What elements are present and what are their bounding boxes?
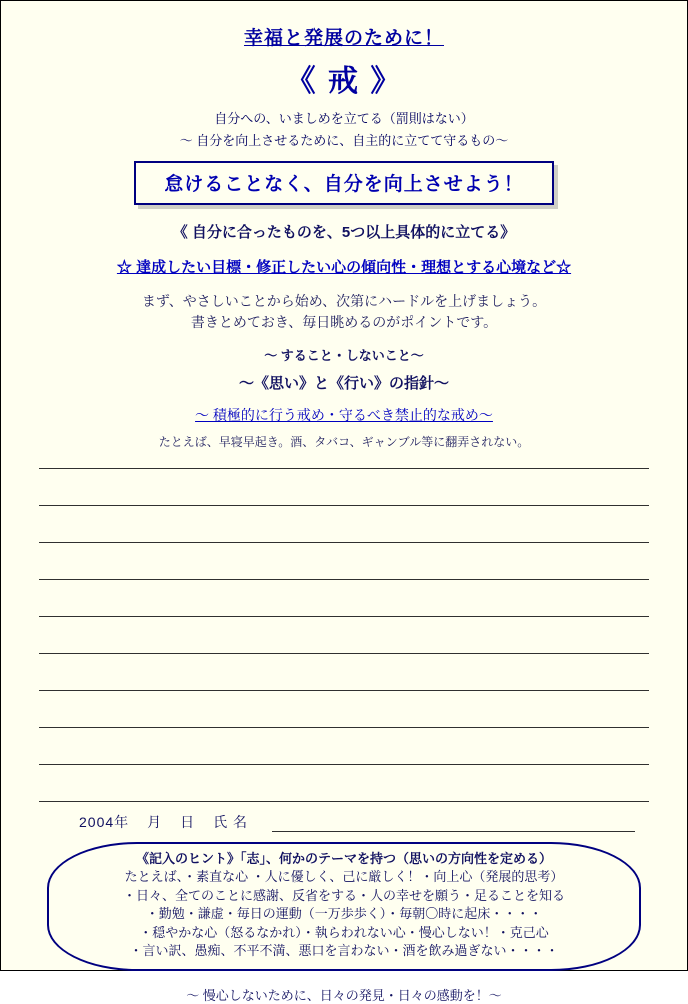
footer-note: 〜 慢心しないために、日々の発見・日々の感動を！〜 (186, 987, 502, 1003)
motivation-banner: 怠けることなく、自分を向上させよう！ (134, 161, 554, 205)
hint-line: ・勤勉・謙虚・毎日の運動（一万歩歩く）・毎朝〇時に起床・・・・ (145, 906, 543, 922)
writing-line[interactable] (39, 580, 649, 617)
instruction-paragraph (39, 291, 649, 333)
signature-day: 日 (180, 814, 196, 830)
mid-underline-note: 〜 積極的に行う戒め・守るべき禁止的な戒め〜 (195, 407, 493, 423)
section-own-heading: 《 自分に合ったものを、5つ以上具体的に立てる》 (172, 224, 516, 241)
page-title: 幸福と発展のために！ (243, 28, 444, 49)
mid-label-guideline: 〜《思い》と《行い》の指針〜 (238, 375, 449, 392)
mid-label-do-dont: 〜 すること・しないこと〜 (264, 348, 424, 363)
hint-line: ・言い訳、愚痴、不平不満、悪口を言わない・酒を飲み過ぎない・・・・ (129, 943, 559, 959)
instruction-line-2: 書きとめておき、毎日眺めるのがポイントです。 (190, 314, 498, 330)
writing-line[interactable] (39, 617, 649, 654)
writing-line[interactable] (39, 543, 649, 580)
banner-wrapper (134, 161, 554, 205)
hint-line: ・穏やかな心（怒るなかれ）・執らわれない心・慢心しない！・克己心 (139, 924, 549, 940)
title-kai: 《 戒 》 (285, 65, 403, 98)
signature-year: 2004年 (79, 814, 130, 830)
writing-line[interactable] (39, 456, 649, 469)
writing-line[interactable] (39, 691, 649, 728)
instruction-line-1: まず、やさしいことから始め、次第にハードルを上げましょう。 (141, 293, 547, 309)
hint-line: 《記入のヒント》「志」、何かのテーマを持つ（思いの方向性を定める） (135, 851, 552, 866)
writing-line[interactable] (39, 469, 649, 506)
section-star-heading: ☆ 達成したい目標・修正したい心の傾向性・理想とする心境など☆ (116, 259, 572, 276)
writing-line[interactable] (39, 506, 649, 543)
writing-line[interactable] (39, 728, 649, 765)
hint-box (47, 842, 641, 971)
signature-name-input[interactable] (272, 815, 635, 832)
hint-line: ・日々、全てのことに感謝、反省をする・人の幸せを願う・足ることを知る (122, 887, 565, 903)
writing-rules (39, 456, 649, 802)
signature-row (39, 812, 649, 832)
writing-line[interactable] (39, 654, 649, 691)
example-text: たとえば、早寝早起き。酒、タバコ、ギャンブル等に翻弄されない。 (158, 435, 530, 449)
hint-line: たとえば、・素直な心 ・人に優しく、己に厳しく！・向上心（発展的思考） (124, 869, 564, 885)
signature-name-label: 氏 名 (213, 814, 249, 830)
subtitle-first: 自分への、いましめを立てる（罰則はない） (214, 111, 474, 126)
subtitle-second: 〜 自分を向上させるために、自主的に立てて守るもの〜 (179, 133, 509, 148)
signature-month: 月 (147, 814, 163, 830)
writing-line[interactable] (39, 765, 649, 802)
